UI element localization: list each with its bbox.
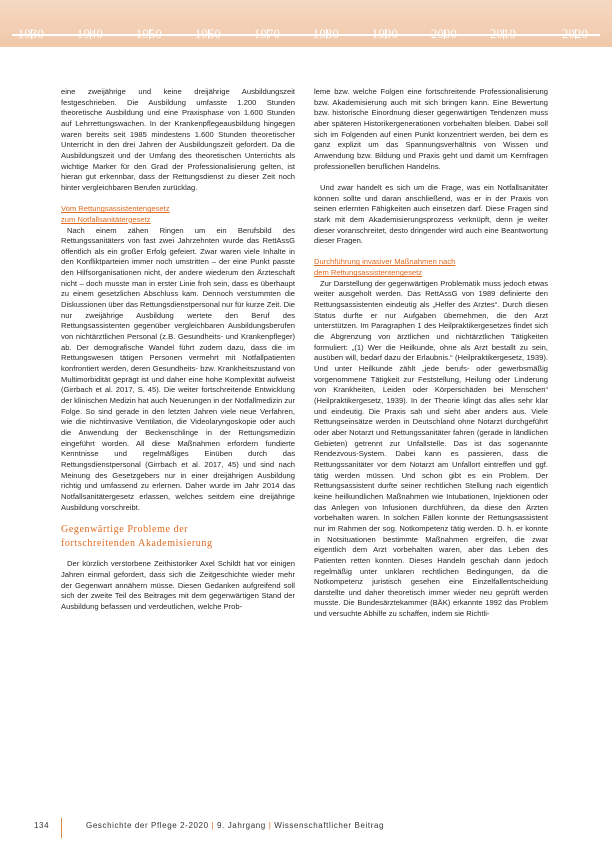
section-heading	[61, 523, 295, 551]
body-paragraph: leme bzw. welche Folgen eine fortschreitende Professionalisierung bzw. Akademisierung auch mit sich bringen kann. Eine Bewertung bzw. historische Einordnung dieser gegenwärtigen Tendenzen muss aber späteren Historikergenerationen vorbehalten bleiben. Dabei soll sich im Folgenden auf einen Punkt konzentriert werden, bei dem es ganz explizit um das Spannungsverhältnis von Wissen und Anwendung bzw. Bildung und Praxis geht und damit um Kernfragen professionellen beruflichen Handelns.	[314, 87, 548, 171]
subheading-line: zum Notfallsanitätergesetz	[61, 214, 151, 224]
timeline-year: 1970	[253, 27, 281, 41]
timeline-year: 1930	[17, 27, 45, 41]
journal-volume: 9. Jahrgang	[217, 821, 266, 830]
article-type: Wissenschaftlicher Beitrag	[274, 821, 385, 830]
body-paragraph: eine zweijährige und keine dreijährige Ausbildungszeit festgeschrieben. Die Ausbildung umfasste 1.200 Stunden theoretische Ausbildung und eine Praxisphase von 1.600 Stunden auf Lehrrettungswachen. In der Krankenpflegeausbildung hingegen waren bereits seit 1985 mindestens 1.600 Stunden theoretischer Unterricht in den drei Jahren der Ausbildungszeit gefordert. Da die Ausbildungszeit und der Umfang des theoretischen Unterrichts als wichtige Marker für den Grad der Professionalisierung gelten, ist hieran gut erkennbar, dass der Rettungsdienst zu dieser Zeit noch hinter vergleichbaren Berufen zurücklag.	[61, 87, 295, 192]
section-heading-line: fortschreitenden Akademisierung	[61, 538, 213, 550]
footer-info	[86, 821, 384, 830]
timeline-year: 1950	[135, 27, 163, 41]
body-paragraph: Und zwar handelt es sich um die Frage, was ein Notfallsanitäter können sollte und daran anschließend, was er in der Praxis von seinen erlernten Fähigkeiten auch einsetzen darf. Diese Fragen sind stark mit dem Akademisierungsprozess verknüpft, denn je weiter dieser voranschreitet, desto dringender wird auch eine Beantwortung dieser Fragen.	[314, 182, 548, 246]
timeline-year: 1990	[371, 27, 399, 41]
left-column	[61, 87, 295, 613]
journal-name: Geschichte der Pflege 2-2020	[86, 821, 209, 830]
page-footer	[0, 818, 612, 838]
footer-divider	[61, 818, 62, 838]
body-paragraph: Nach einem zähen Ringen um ein Berufsbild des Rettungssanitäters von fast zwei Jahrzehnten wurde das RettAssG öffentlich als ein großer Erfolg gefeiert. Zwar waren viele Inhalte in den Konfliktparteien immer noch umstritten – der eine Punkt passte den Hilfsorganisationen nicht, der andere wiederum den Ärzteschaft nicht – doch musste man in erster Linie froh sein, dass es überhaupt zu einem gesetzlichen Abschluss kam. Dennoch verstummten die Diskussionen über das Rettungsdienstpersonal nur für kurze Zeit. Die nur zweijährige Ausbildung wertete den Beruf des Rettungsassistenten gegenüber vergleichbaren Ausbildungsberufen von nichtärztlichen Personal (z.B. Gesundheits- und Krankenpfleger) ab. Der demografische Wandel führt zudem dazu, dass die im Rettungswesen tätigen Personen vermehrt mit Notfallpatienten konfrontiert werden, deren Gesundheits- bzw. Krankheitszustand von Multimorbidität geprägt ist und daher eine hohe Komplexität aufweist (Girrbach et al. 2017, S. 45). Die weiter fortschreitende Entwicklung der klinischen Medizin hat auch Neuerungen in der Notfallmedizin zur Folge. So sind gerade in den letzten Jahren viele neue Verfahren, wie die nichtinvasive Ventilation, die Videolaryngoskopie oder auch die Anwendung der Beckenschlinge in der Rettungsmedizin eingeführt worden. All diese Maßnahmen erfordern fundierte Kenntnisse und regelmäßiges Einüben durch das Rettungsdienstpersonal (Girrbach et al. 2017, 45) und sind nach Meinung des Gesetzgebers nur in einer dreijährigen Ausbildung richtig und umfassend zu erlernen. Daher wurde im Jahr 2014 das Notfallsanitätergesetz erlassen, welches seitdem eine dreijährige Ausbildung vorschreibt.	[61, 225, 295, 512]
footer-separator: |	[211, 821, 215, 830]
subheading-line: Durchführung invasiver Maßnahmen nach	[314, 257, 456, 267]
timeline-year: 2010	[489, 27, 517, 41]
timeline-year: 2000	[430, 27, 458, 41]
subheading	[314, 257, 548, 278]
subheading	[61, 204, 295, 225]
timeline-year: 2020	[561, 27, 589, 41]
right-column	[314, 87, 548, 620]
subheading-line: dem Rettungsassistentengesetz	[314, 268, 423, 278]
timeline-year: 1940	[76, 27, 104, 41]
subheading-line: Vom Rettungsassistentengesetz	[61, 204, 170, 214]
footer-separator: |	[268, 821, 272, 830]
body-paragraph: Zur Darstellung der gegenwärtigen Problematik muss jedoch etwas weiter ausgeholt werden. Das RettAssG von 1989 definierte den Rettungsassistenten eindeutig als „Helfer des Arztes“. Durch diesen Status durfte er nur Aufgaben übernehmen, die den Arzt unterstützen. Im Paragraphen 1 des Heilpraktikergesetzes findet sich die Abgrenzung von ärztlichen und nichtärztlichen Tätigkeiten formuliert: „(1) Wer die Heilkunde, ohne als Arzt bestallt zu sein, ausüben will, bedarf dazu der Erlaubnis.“ (Heilpraktikergesetz, 1939). Und unter Heilkunde zählt „jede berufs- oder gewerbsmäßig vorgenommene Tätigkeit zur Feststellung, Heilung oder Linderung von Krankheiten, Leiden oder Körperschäden bei Menschen“ (Heilpraktikergesetz, 1939). In der Theorie klingt das alles sehr klar und eindeutig. Die Praxis sah und sieht aber anders aus. Viele Rettungseinsätze werden in Deutschland ohne Notarzt durchgeführt oder aber Notarzt und Rettungssanitäter fahren (gerade in ländlichen Gebieten) getrennt zur Unfallstelle. Das ist das sogenannte Rendezvous-System. Dabei kann es passieren, dass die Rettungssanitäter vor dem Notarzt am Unfallort eintreffen und ggf. tätig werden müssen. Und schon gibt es ein Problem. Der Rettungsassistent durfte seiner rechtlichen Stellung nach eigentlich keine heilkundlichen Maßnahmen wie Intubationen, Injektionen oder das Anlegen von Infusionen durchführen, da diese den Ärzten vorbehalten waren. In solchen Fällen konnte der Rettungsassistent nur im Rahmen der sog. Notkompetenz tätig werden. D. h. er konnte in Notsituationen bestimmte Maßnahmen ergreifen, die zwar eigentlich dem Arzt vorbehalten waren, aber das Leben des Patienten retten konnten. Dieses Handeln geschah dann jedoch regelmäßig unter unklaren rechtlichen Bedingungen, da die Notkompetenz juristisch gesehen eine Einzelfallentscheidung darstellte und daher theoretisch immer wieder neu geprüft werden musste. Die Bundesärztekammer (BÄK) erkannte 1992 das Problem und versuchte Abhilfe zu schaffen, indem sie Richtli-	[314, 278, 548, 619]
timeline-banner	[0, 0, 612, 47]
timeline-year: 1980	[312, 27, 340, 41]
timeline-year: 1960	[194, 27, 222, 41]
section-heading-line: Gegenwärtige Probleme der	[61, 524, 189, 536]
body-paragraph: Der kürzlich verstorbene Zeithistoriker Axel Schildt hat vor einigen Jahren einmal gefordert, dass sich die Zeitgeschichte wieder mehr der Gegenwart annähern müsse. Diesen Gedanken aufgreifend soll sich der zweite Teil des Beitrages mit dem gegenwärtigen Stand der Ausbildung befassen und verdeutlichen, welche Prob-	[61, 559, 295, 611]
page-number: 134	[34, 821, 50, 830]
